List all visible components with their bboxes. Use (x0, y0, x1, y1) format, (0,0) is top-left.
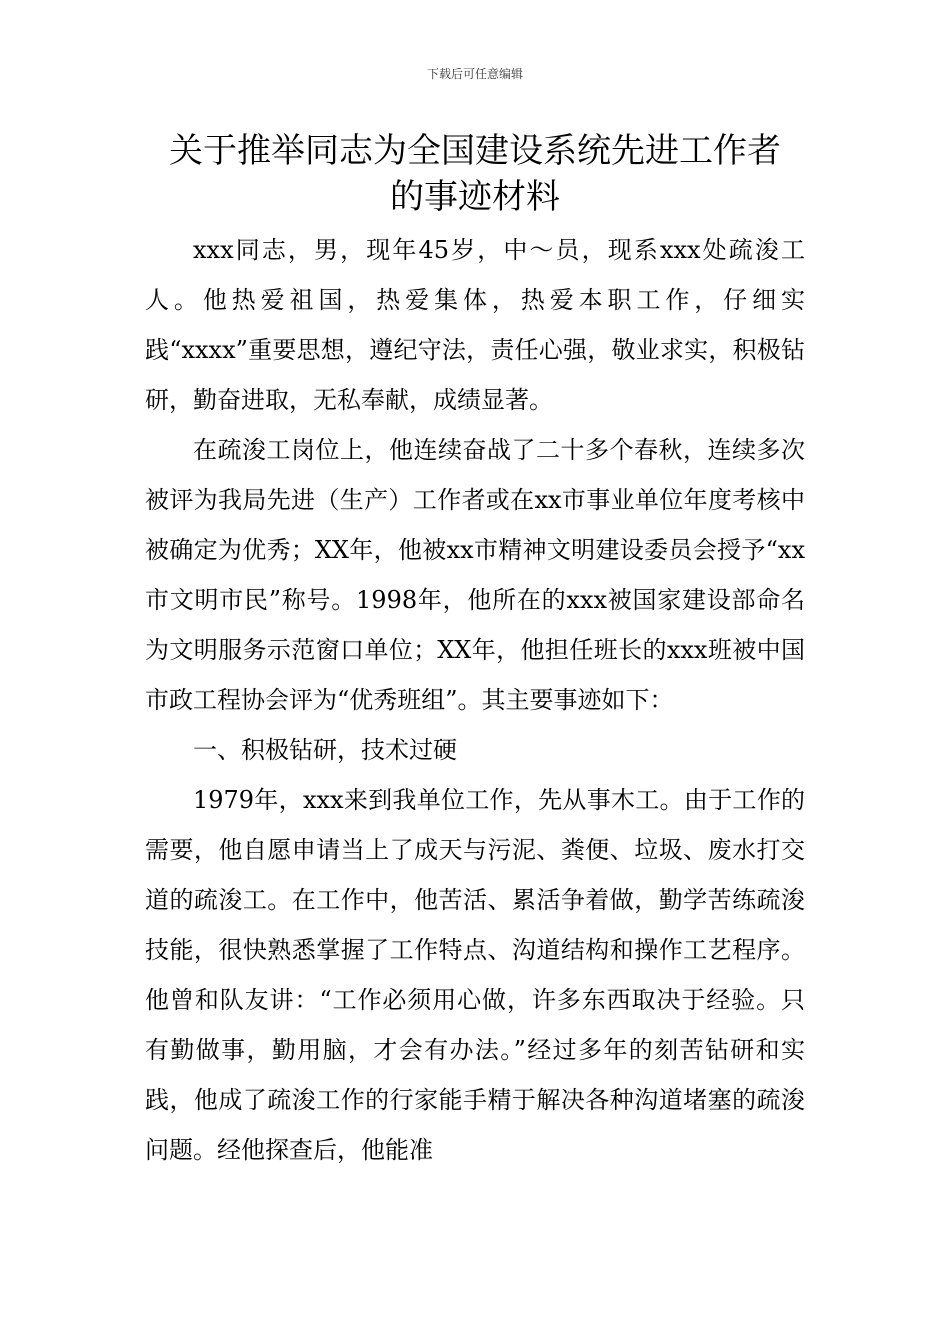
header-note: 下载后可任意编辑 (426, 67, 523, 81)
paragraph-achievements: 在疏浚工岗位上，他连续奋战了二十多个春秋，连续多次被评为我局先进（生产）工作者或在xx市事业单位年度考核中被确定为优秀；XX年，他被xx市精神文明建设委员会授予“xx市文明市民”称号。1998年，他所在的xxx被国家建设部命名为文明服务示范窗口单位；XX年，他担任班长的xxx班被中国市政工程协会评为“优秀班组”。其主要事迹如下： (145, 436, 805, 714)
section-heading: 一、积极钻研，技术过硬 (193, 736, 457, 764)
document-body (145, 225, 805, 1175)
title-line-2: 的事迹材料 (390, 177, 560, 217)
paragraph-intro: xxx同志，男，现年45岁，中～员，现系xxx处疏浚工人。他热爱祖国，热爱集体，热爱本职工作，仔细实践“xxxx”重要思想，遵纪守法，责任心强，敬业求实，积极钻研，勤奋进取，无私奉献，成绩显著。 (145, 236, 805, 414)
paragraph-section-one: 1979年，xxx来到我单位工作，先从事木工。由于工作的需要，他自愿申请当上了成天与污泥、粪便、垃圾、废水打交道的疏浚工。在工作中，他苦活、累活争着做，勤学苦练疏浚技能，很快熟悉掌握了工作特点、沟道结构和操作工艺程序。他曾和队友讲：“工作必须用心做，许多东西取决于经验。只有勤做事，勤用脑，才会有办法。”经过多年的刻苦钻研和实践，他成了疏浚工作的行家能手精于解决各种沟道堵塞的疏浚问题。经他探查后，他能准 (145, 786, 805, 1164)
title-line-1: 关于推举同志为全国建设系统先进工作者 (169, 131, 781, 171)
document-title (140, 128, 810, 220)
